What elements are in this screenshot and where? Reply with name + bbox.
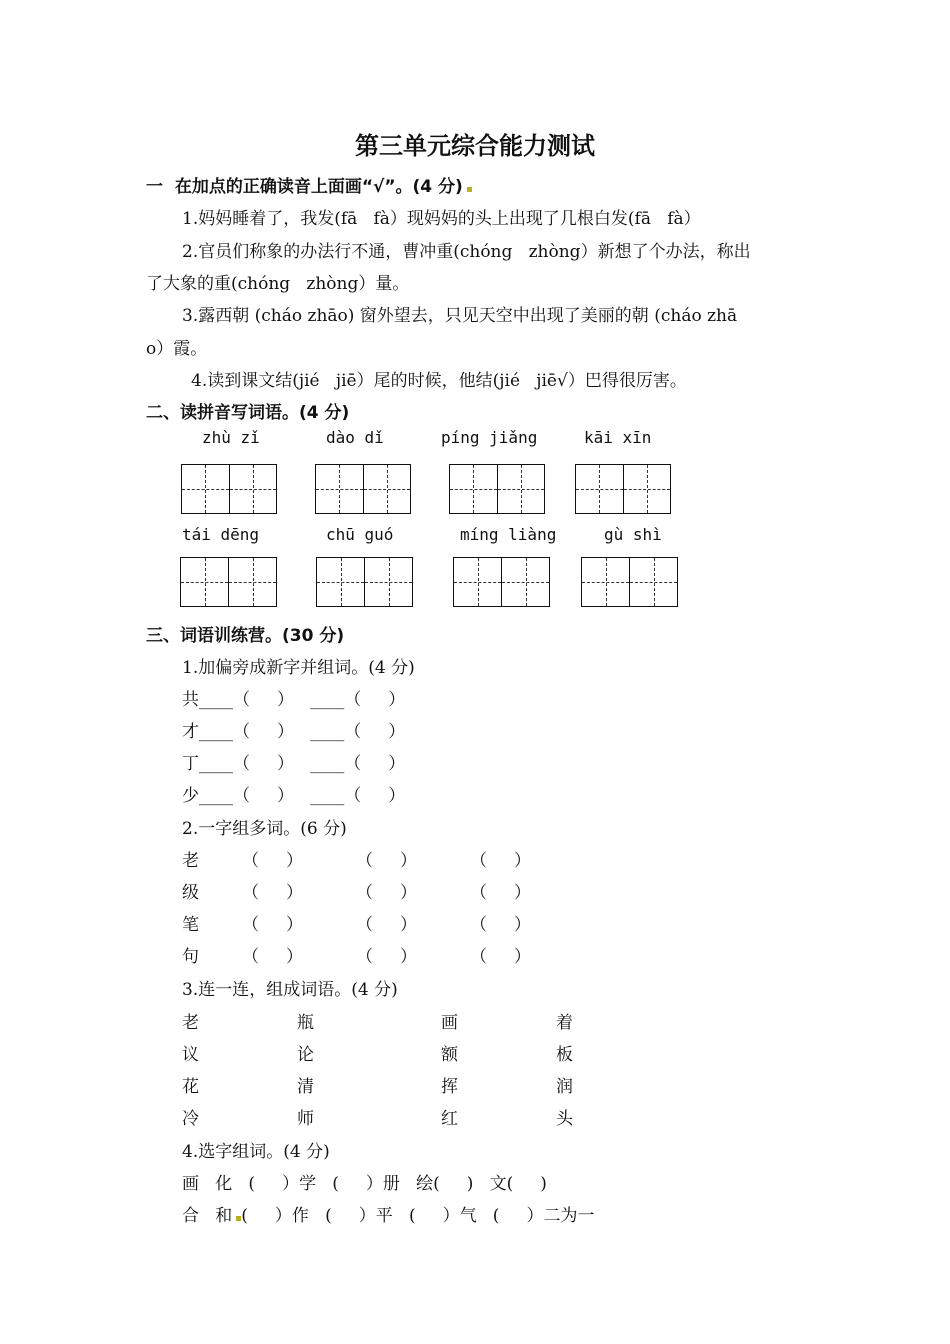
p3-char: 冷 [182, 1109, 199, 1129]
p2-blank: （ ） [242, 883, 304, 903]
p2-title: 2.一字组多词。(6 分) [182, 819, 347, 839]
p1-title: 1.加偏旁成新字并组词。(4 分) [182, 658, 415, 678]
p3-char: 头 [556, 1109, 573, 1129]
p3-char: 瓶 [297, 1013, 314, 1033]
pinyin-6: chū guó [326, 525, 394, 544]
p4-row-2 [182, 1201, 594, 1226]
p3-title: 3.连一连，组成词语。(4 分) [182, 980, 398, 1000]
writing-grid-5[interactable] [180, 557, 277, 607]
p3-char: 议 [182, 1045, 199, 1065]
p2-blank: （ ） [242, 947, 304, 967]
p3-char: 花 [182, 1077, 199, 1097]
p3-char: 师 [297, 1109, 314, 1129]
p1-row-3: 丁____（ ） ____（ ） [182, 754, 406, 774]
p2-blank: （ ） [242, 915, 304, 935]
p3-char: 着 [556, 1013, 573, 1033]
s1-question-4: 4.读到课文结(jié jiē）尾的时候，他结(jié jiē√）巴得很厉害。 [191, 371, 687, 391]
section-1-heading [146, 172, 472, 197]
writing-grid-6[interactable] [316, 557, 413, 607]
p3-char: 板 [556, 1045, 573, 1065]
writing-grid-2[interactable] [315, 464, 411, 514]
p1-row-1: 共____（ ） ____（ ） [182, 690, 406, 710]
p1-row-2: 才____（ ） ____（ ） [182, 722, 406, 742]
writing-grid-7[interactable] [453, 557, 550, 607]
p3-char: 画 [441, 1013, 458, 1033]
pinyin-1: zhù zǐ [202, 428, 260, 447]
p2-blank: （ ） [470, 851, 532, 871]
p2-char-3: 笔 [182, 915, 199, 935]
writing-grid-3[interactable] [449, 464, 545, 514]
emphasis-dot [467, 187, 472, 192]
pinyin-3: píng jiǎng [441, 428, 538, 447]
s1-question-2a: 2.官员们称象的办法行不通，曹冲重(chóng zhòng）新想了个办法，称出 [182, 242, 751, 262]
p2-blank: （ ） [356, 915, 418, 935]
p4-row-1: 画 化 ( ）学 ( ）册 绘( ) 文( ) [182, 1174, 547, 1194]
p3-char: 挥 [441, 1077, 458, 1097]
writing-grid-1[interactable] [181, 464, 277, 514]
s1-question-3b: o）霞。 [146, 339, 208, 359]
p4-row-2-chars: 合 和 [182, 1206, 233, 1226]
p3-char: 额 [441, 1045, 458, 1065]
section-2-heading: 二、读拼音写词语。(4 分) [146, 403, 350, 423]
pinyin-4: kāi xīn [584, 428, 652, 447]
p3-char: 论 [297, 1045, 314, 1065]
p3-char: 清 [297, 1077, 314, 1097]
p4-row-2-blanks: ( ）作 ( ）平 ( ）气 ( ）二为一 [241, 1206, 595, 1226]
p3-char: 老 [182, 1013, 199, 1033]
pinyin-7: míng liàng [460, 525, 557, 544]
s1-question-1: 1.妈妈睡着了，我发(fā fà）现妈妈的头上出现了几根白发(fā fà） [182, 209, 701, 229]
p2-blank: （ ） [356, 851, 418, 871]
section-3-heading: 三、词语训练营。(30 分) [146, 626, 345, 646]
p2-blank: （ ） [470, 883, 532, 903]
p2-blank: （ ） [356, 883, 418, 903]
section-1-heading-text: 一 在加点的正确读音上面画“√”。(4 分) [146, 177, 463, 197]
p3-char: 润 [556, 1077, 573, 1097]
p3-char: 红 [441, 1109, 458, 1129]
p2-char-1: 老 [182, 851, 199, 871]
p2-blank: （ ） [470, 915, 532, 935]
p4-title: 4.选字组词。(4 分) [182, 1142, 330, 1162]
p2-char-2: 级 [182, 883, 199, 903]
pinyin-2: dào dǐ [326, 428, 384, 447]
p2-blank: （ ） [470, 947, 532, 967]
pinyin-8: gù shì [604, 525, 662, 544]
p2-blank: （ ） [356, 947, 418, 967]
p2-blank: （ ） [242, 851, 304, 871]
page-title: 第三单元综合能力测试 [355, 132, 595, 160]
pinyin-5: tái dēng [182, 525, 260, 544]
writing-grid-4[interactable] [575, 464, 671, 514]
writing-grid-8[interactable] [581, 557, 678, 607]
p1-row-4: 少____（ ） ____（ ） [182, 786, 406, 806]
s1-question-3a: 3.露西朝 (cháo zhāo) 窗外望去，只见天空中出现了美丽的朝 (cháo zhā [182, 306, 738, 326]
p2-char-4: 句 [182, 947, 199, 967]
s1-question-2b: 了大象的重(chóng zhòng）量。 [146, 274, 410, 294]
